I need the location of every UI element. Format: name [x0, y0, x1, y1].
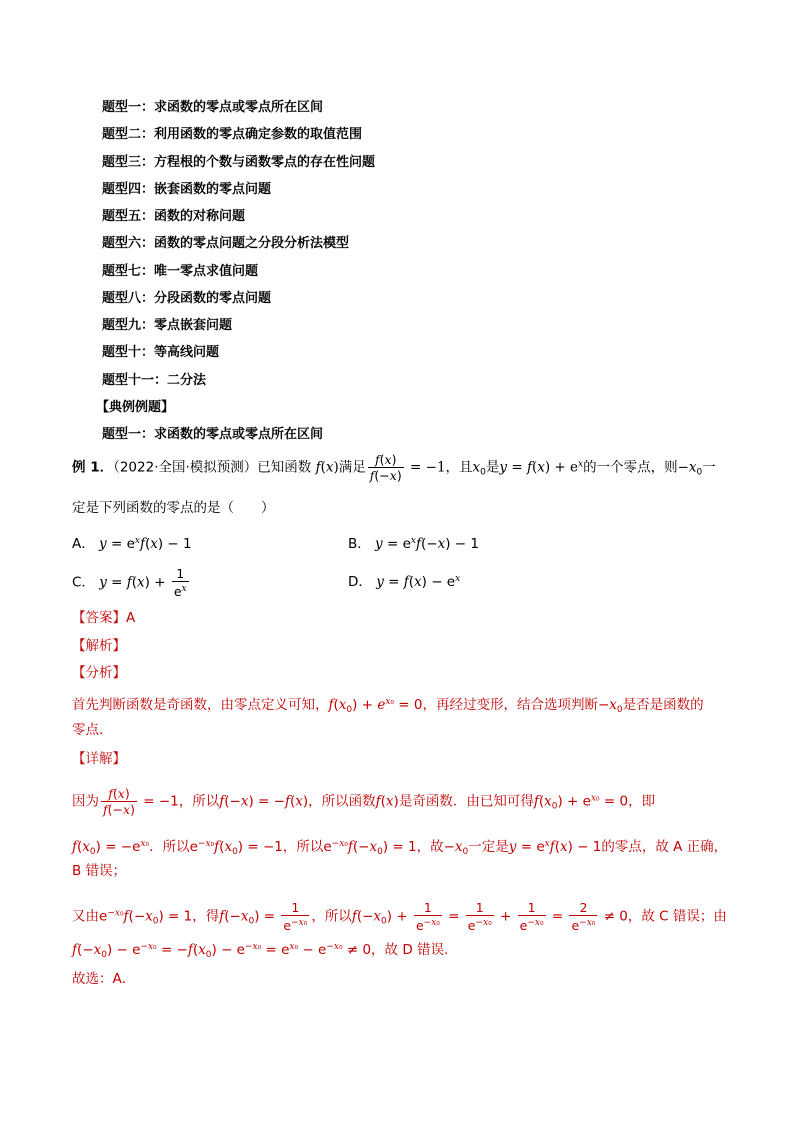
option-a: A． $y = e^xf(x) - 1$ — [72, 536, 192, 552]
example-line-2: 定是下列函数的零点的是（ ） — [72, 500, 275, 516]
toc-item-5: 题型五：函数的对称问题 — [102, 209, 246, 224]
example-source: （2022·全国·模拟预测） — [113, 459, 258, 476]
option-b: B． $y = e^xf(-x) - 1$ — [348, 536, 479, 552]
example-text: 满足 — [338, 459, 366, 476]
fenxi-heading: 【分析】 — [72, 665, 126, 681]
detail-line-2: $f(x_0) = -e^{x_0}$．所以$e^{-x_0}f(x_0) = -1$，所以$e^{-x_0}f(-x_0) = 1$，故$-x_0$一定是$y = e^xf(x) - 1$的零点，故 A 正确， — [72, 839, 728, 857]
detail-line-3: B 错误； — [72, 863, 127, 879]
detail-line-1: 因为 $\frac{f(x)}{f(-x)}$ = −1，所以f(−x) = −f(x)，所以函数f(x)是奇函数．由已知可得$f(x_0) + e^{x_0} = 0$，即 — [72, 786, 656, 817]
fraction-f-over-f-neg: $\frac{f(x)}{f(-x)}$ — [369, 452, 402, 483]
example-line-1: 例 1．（2022·全国·模拟预测）已知函数 f(x)满足 $\frac{f(x)}{f(-x)}$ = −1，且$x_0$是$y = f(x) + e^x$的一个零点，则$-x_0$一 — [72, 452, 716, 483]
option-c: C． y = f(x) + $\frac{1}{e^x}$ — [72, 566, 187, 599]
xiangjie-heading: 【详解】 — [72, 751, 126, 767]
example-label: 例 1． — [72, 459, 114, 476]
toc-item-11: 题型十一：二分法 — [102, 373, 207, 388]
toc-item-2: 题型二：利用函数的零点确定参数的取值范围 — [102, 127, 363, 142]
detail-line-4: 又由$e^{-x_0}f(-x_0) = 1$，得$f(-x_0)$ = $\frac{1}{e^{-x_0}}$ ，所以$f(-x_0)$ + $\frac{1}{e^{-x_0}}$ = $\frac{1}{e^{-x_0}}$ + $\frac{1}{e^{-x_0}}$ = $\frac{2}{e^{-x_0}}$ ≠ 0，故 C 错误；由 — [72, 900, 727, 933]
example-text: 已知函数 — [257, 459, 312, 476]
toc-item-8: 题型八：分段函数的零点问题 — [102, 291, 272, 306]
section-tag: 【典例例题】 — [96, 400, 175, 415]
topic-heading: 题型一：求函数的零点或零点所在区间 — [102, 427, 324, 442]
example-text: 的一个零点，则 — [583, 459, 678, 476]
toc-item-6: 题型六：函数的零点问题之分段分析法模型 — [102, 236, 350, 251]
toc-item-1: 题型一：求函数的零点或零点所在区间 — [102, 100, 324, 115]
analysis-line-1: 首先判断函数是奇函数，由零点定义可知，$f(x_0) + e^{x_0} = 0$，再经过变形，结合选项判断$-x_0$是否是函数的 — [72, 697, 704, 715]
example-text: 是 — [485, 459, 500, 476]
example-text: 一 — [702, 459, 716, 476]
option-d: D． $y = f(x) - e^x$ — [348, 574, 461, 590]
jiexi-heading: 【解析】 — [72, 638, 126, 654]
toc-item-4: 题型四：嵌套函数的零点问题 — [102, 182, 272, 197]
toc-item-3: 题型三：方程根的个数与函数零点的存在性问题 — [102, 155, 376, 170]
analysis-line-2: 零点. — [72, 722, 104, 738]
final-answer: 故选：A． — [72, 971, 136, 987]
toc-item-7: 题型七：唯一零点求值问题 — [102, 264, 259, 279]
detail-line-5: $f(-x_0) - e^{-x_0} = -f(x_0) - e^{-x_0} = e^{x_0} - e^{-x_0} \ne 0$，故 D 错误. — [72, 942, 449, 960]
toc-item-10: 题型十：等高线问题 — [102, 345, 220, 360]
toc-item-9: 题型九：零点嵌套问题 — [102, 318, 233, 333]
example-text: ，且 — [445, 459, 473, 476]
answer: 【答案】A — [72, 610, 136, 626]
